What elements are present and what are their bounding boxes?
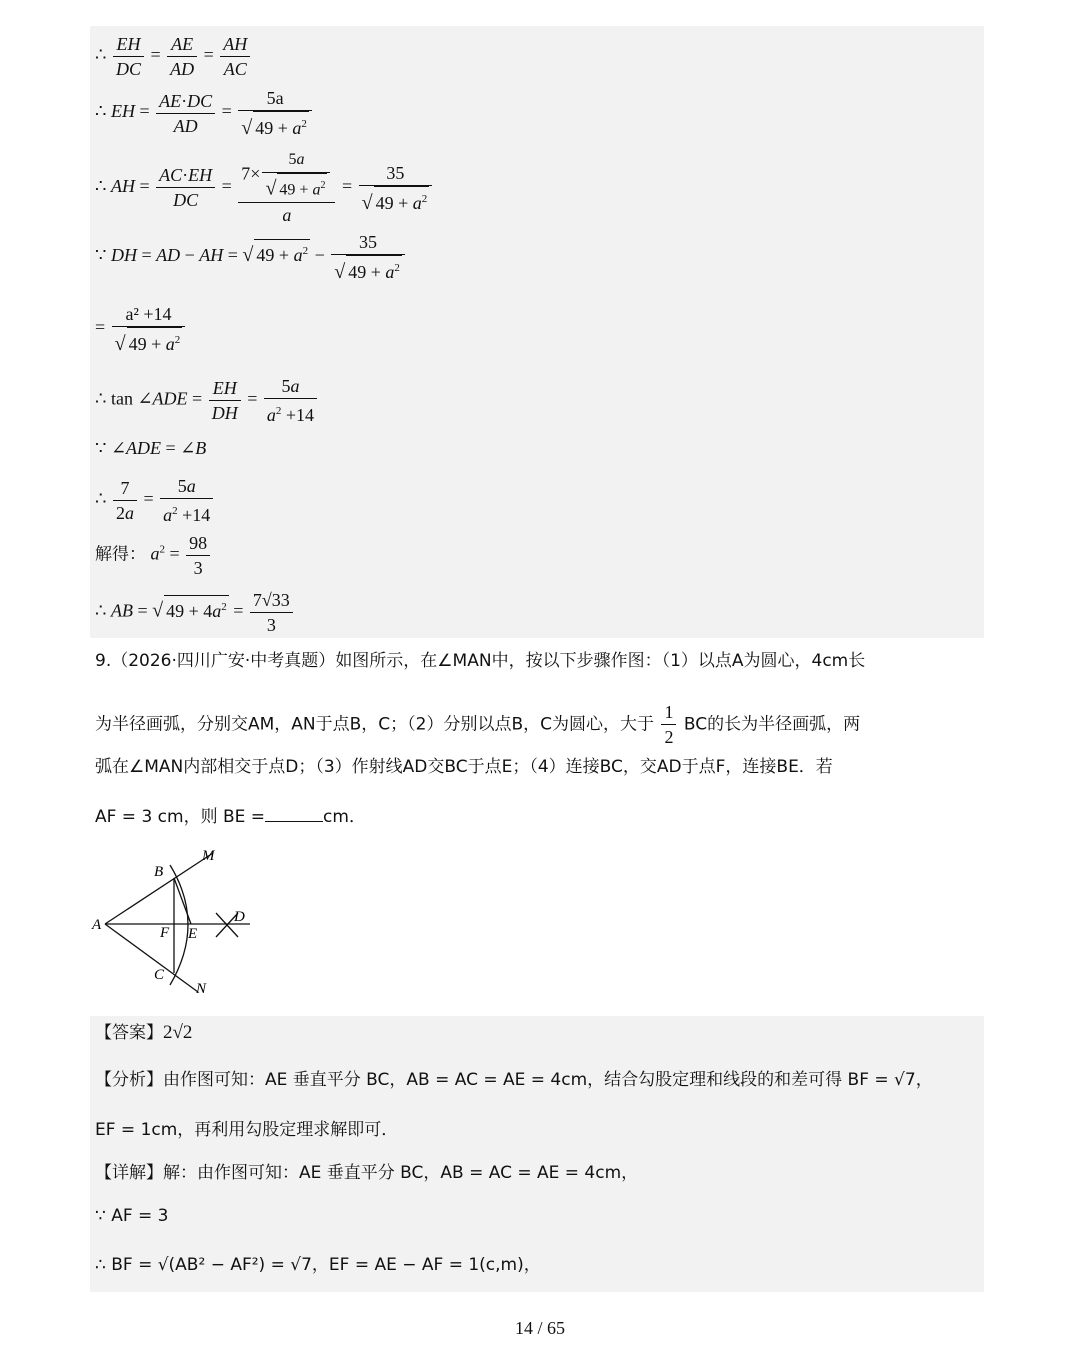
label-A: A: [92, 917, 102, 933]
label-M: M: [202, 848, 215, 864]
solution-line-5: = $\frac{\text{a² +14}}{√ 49 + a^2}$: [95, 302, 187, 356]
label-F: F: [160, 925, 170, 941]
answer-line: 【答案】2√2: [95, 1022, 193, 1043]
answer-panel: [90, 1016, 984, 1292]
solution-line-6: ∴ tan ∠ADE = $\frac{EH}{DH}$ = $\frac{5a}{a^2 +14}$: [95, 374, 319, 427]
solution-line-2: ∴ EH = $\frac{AE\cdot DC}{AD}$ = $\frac{5a}{√ 49 + a^2}$: [95, 86, 314, 140]
solution-line-3: ∴ AH = $\frac{AC\cdot EH}{DC}$ = 7× $\frac{5a}{√ 49 + a^2}$ a = $\frac{35}{√ 49 + a^2}$: [95, 148, 434, 227]
label-E: E: [188, 926, 198, 942]
detail-line-3: ∴ BF = √(AB² − AF²) = √7，EF = AE − AF = 1(c,m)，: [95, 1255, 541, 1275]
solution-line-10: ∴ AB = √ $49 + 4a^2$ = $\frac{7√33}{3}$: [95, 588, 295, 637]
solution-line-7: ∵ ∠ADE = ∠B: [95, 438, 207, 458]
solution-line-4: ∵ DH = AD − AH = √ $49 + a^2$ − $\frac{35}{√ 49 + a^2}$: [95, 230, 407, 284]
geometry-figure: [88, 845, 258, 1005]
result-5a: 5a: [238, 86, 312, 111]
solution-line-1: ∴ $\frac{EH}{DC}$ = $\frac{AE}{AD}$ = $\frac{AH}{AC}$: [95, 32, 252, 81]
solution-line-8: ∴ $\frac{7}{2a}$ = $\frac{5a}{a^2 +14}$: [95, 474, 215, 527]
question-line-2: 为半径画弧，分别交AM，AN于点B，C；（2）分别以点B，C为圆心，大于 $\frac{1}{2}$ BC的长为半径画弧，两: [95, 702, 861, 747]
label-B: B: [154, 864, 164, 880]
question-line-4: AF = 3 cm，则 BE = cm．: [95, 807, 366, 827]
analysis-line-1: 【分析】由作图可知：AE 垂直平分 BC，AB = AC = AE = 4cm，结合勾股定理和线段的和差可得 BF = √7，: [95, 1070, 933, 1090]
page-number: 14 / 65: [514, 1318, 565, 1338]
question-line-1: 9.（2026·四川广安·中考真题）如图所示，在∠MAN中，按以下步骤作图：（1）以点A为圆心，4cm长: [95, 651, 866, 671]
label-C: C: [154, 967, 165, 983]
detail-line-1: 【详解】解：由作图可知：AE 垂直平分 BC，AB = AC = AE = 4cm，: [95, 1163, 639, 1183]
question-line-3: 弧在∠MAN内部相交于点D；（3）作射线AD交BC于点E；（4）连接BC，交AD于点F，连接BE．若: [95, 757, 833, 777]
detail-line-2: ∵ AF = 3: [95, 1206, 169, 1226]
label-N: N: [196, 981, 207, 997]
analysis-line-2: EF = 1cm，再利用勾股定理求解即可．: [95, 1120, 399, 1140]
answer-blank: [265, 805, 323, 822]
label-D: D: [234, 909, 245, 925]
solution-line-9: 解得： $a^2$ = $\frac{98}{3}$: [95, 531, 212, 580]
